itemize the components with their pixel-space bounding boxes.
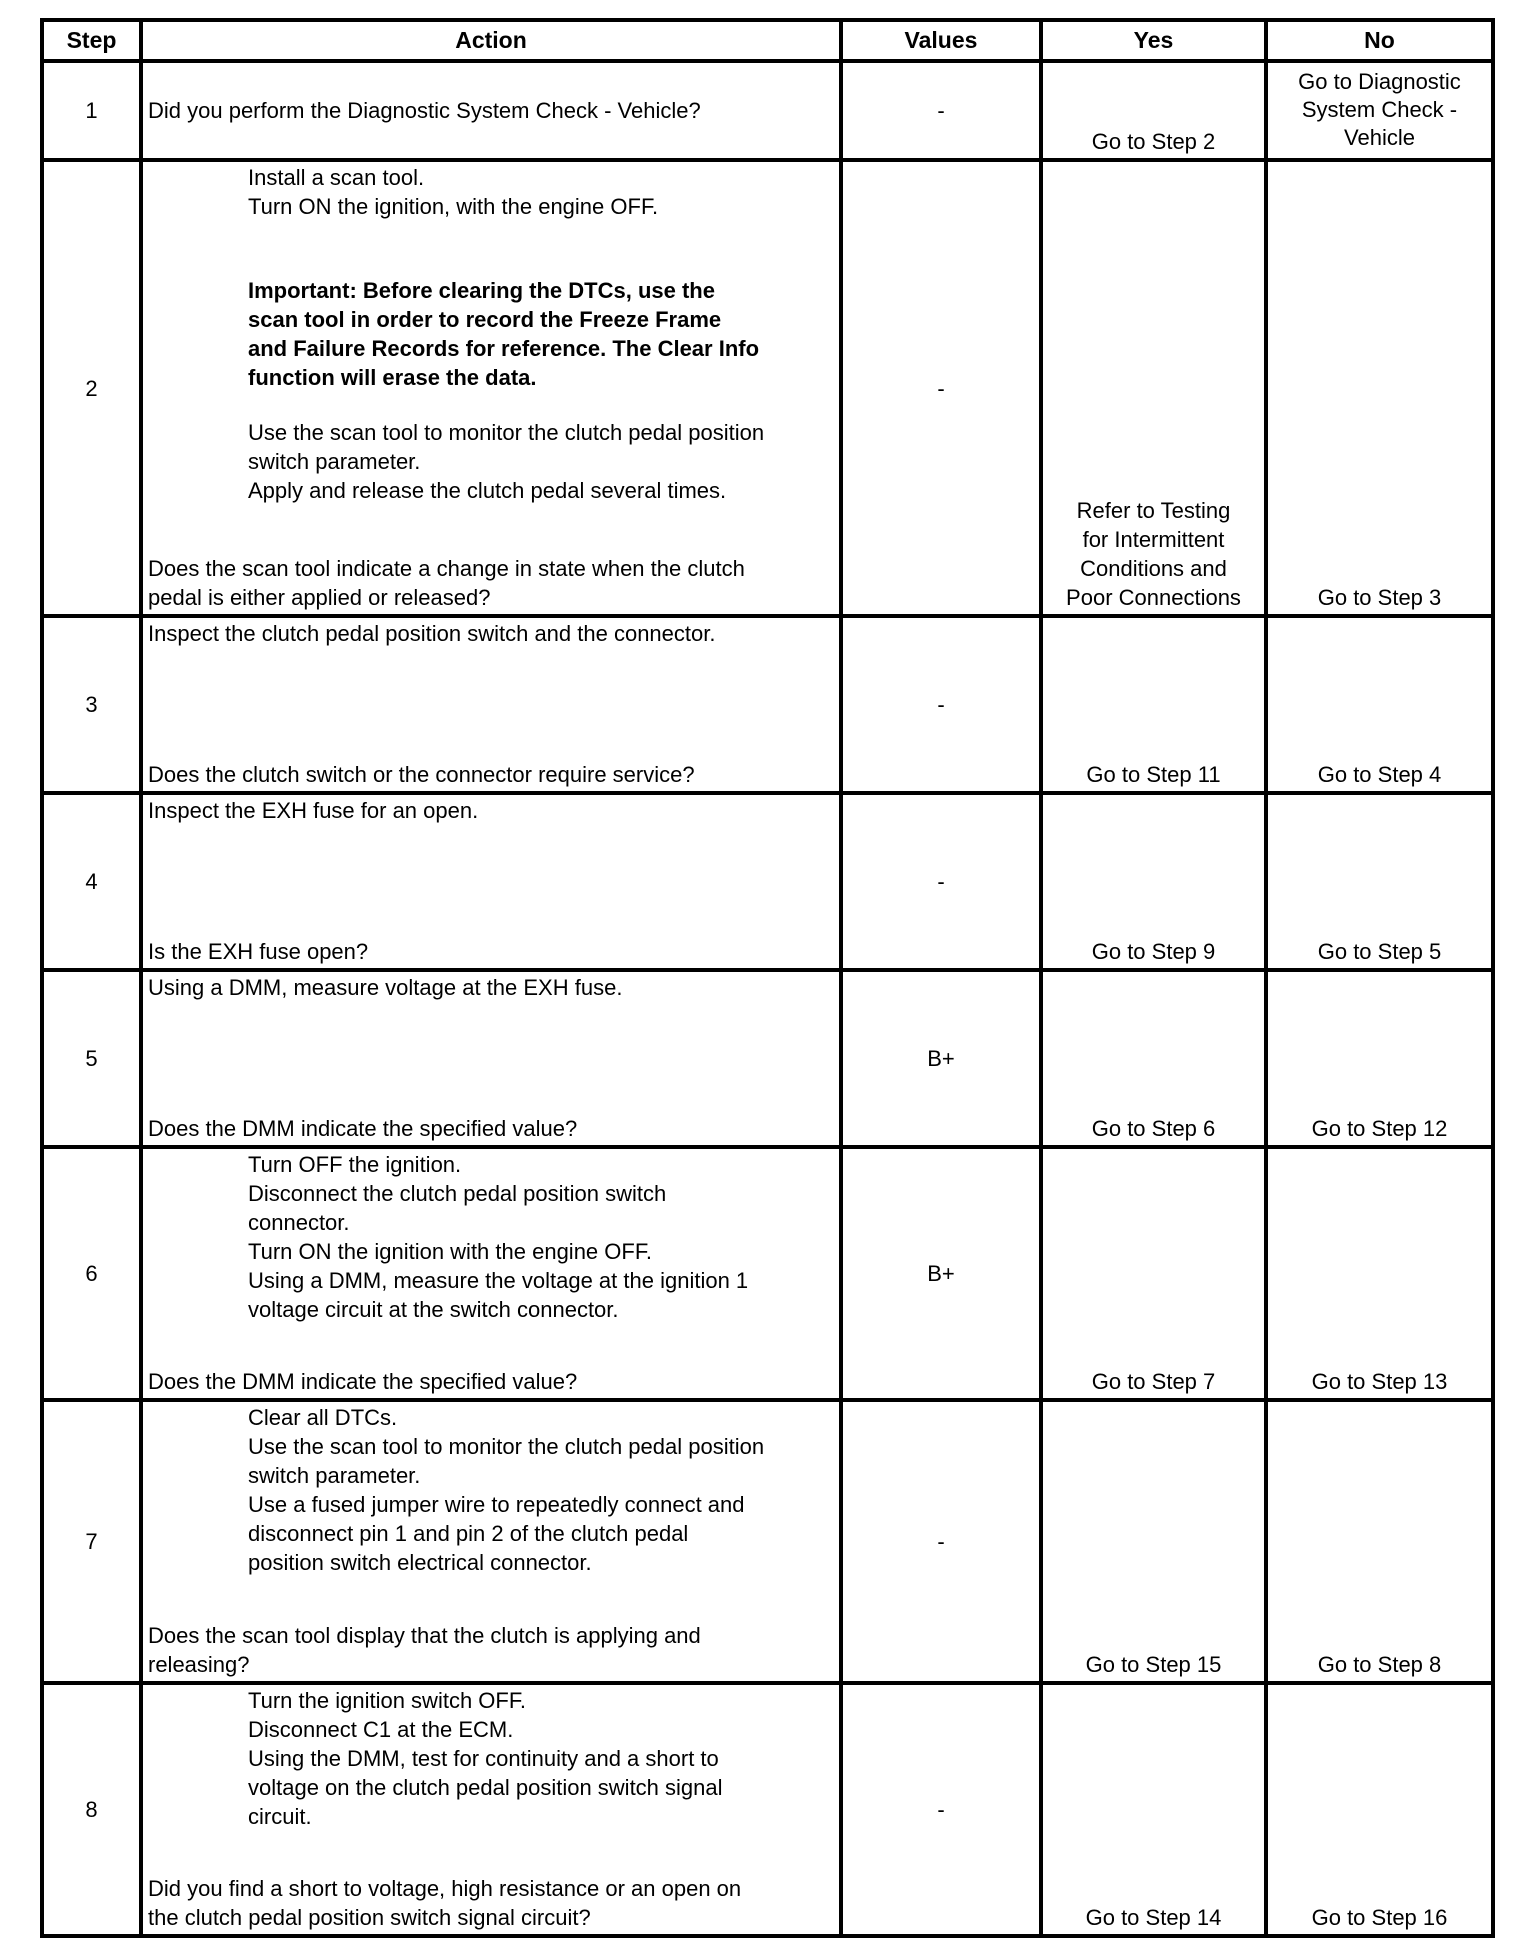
value-cell: - [841, 1683, 1041, 1936]
instruction-item: Use a fused jumper wire to repeatedly connect and disconnect pin 1 and pin 2 of the clutch pedal position switch electrical connector. [248, 1492, 745, 1575]
step-number: 6 [42, 1147, 141, 1400]
action-question: Did you find a short to voltage, high resistance or an open on the clutch pedal position switch signal circuit? [148, 1876, 742, 1930]
instruction-item: Using a DMM, measure the voltage at the ignition 1 voltage circuit at the switch connector. [248, 1268, 749, 1322]
action-question: Does the clutch switch or the connector require service? [148, 762, 695, 787]
action-cell [141, 1683, 841, 1936]
instruction-list [148, 1686, 835, 1831]
step-number: 2 [42, 160, 141, 616]
action-cell [141, 970, 841, 1147]
yes-text: Go to Step 11 [1086, 762, 1221, 787]
table-row [42, 61, 1493, 160]
table-row [42, 1400, 1493, 1683]
instruction-item: Turn OFF the ignition. [248, 1152, 462, 1177]
yes-cell [1041, 1683, 1266, 1936]
yes-cell [1041, 970, 1266, 1147]
instruction-list [148, 163, 835, 221]
step-number: 7 [42, 1400, 141, 1683]
no-cell [1266, 1400, 1493, 1683]
instruction-item: Turn ON the ignition with the engine OFF. [248, 1239, 652, 1264]
no-text: Go to Step 13 [1311, 1369, 1448, 1394]
important-note: Important: Before clearing the DTCs, use the scan tool in order to record the Freeze Frame and Failure Records for reference. The Clear Info function will erase the data. [248, 278, 760, 390]
action-question: Does the scan tool display that the clutch is applying and releasing? [148, 1623, 701, 1677]
action-cell [141, 160, 841, 616]
value-cell: B+ [841, 970, 1041, 1147]
value-cell: - [841, 160, 1041, 616]
yes-text: Go to Step 9 [1091, 939, 1216, 964]
value-cell: - [841, 616, 1041, 793]
no-text: Go to Step 12 [1311, 1116, 1448, 1141]
table-row [42, 1147, 1493, 1400]
no-cell [1266, 793, 1493, 970]
yes-text: Go to Step 7 [1091, 1369, 1216, 1394]
instruction-list [148, 1150, 835, 1324]
action-cell [141, 1147, 841, 1400]
yes-cell [1041, 61, 1266, 160]
no-text: Go to Step 16 [1311, 1905, 1448, 1930]
no-cell [1266, 616, 1493, 793]
yes-text: Go to Step 6 [1091, 1116, 1216, 1141]
header-row [42, 20, 1493, 61]
yes-cell [1041, 1400, 1266, 1683]
yes-cell [1041, 793, 1266, 970]
instruction-item: Install a scan tool. [248, 165, 425, 190]
value-cell: B+ [841, 1147, 1041, 1400]
diagnostic-table [40, 18, 1495, 1938]
header-no: No [1266, 20, 1493, 61]
action-question: Does the scan tool indicate a change in state when the clutch pedal is either applied or released? [148, 556, 745, 610]
instruction-item: Turn ON the ignition, with the engine OFF. [248, 194, 659, 219]
no-text: Go to Step 5 [1317, 939, 1442, 964]
step-number: 8 [42, 1683, 141, 1936]
instruction-item: Using the DMM, test for continuity and a short to voltage on the clutch pedal position switch signal circuit. [248, 1746, 723, 1829]
instruction-item: Turn the ignition switch OFF. [248, 1688, 526, 1713]
value-cell: - [841, 61, 1041, 160]
action-cell [141, 793, 841, 970]
no-text: Go to Diagnostic System Check - Vehicle [1298, 68, 1461, 150]
table-row [42, 616, 1493, 793]
no-cell [1266, 160, 1493, 616]
step-number: 1 [42, 61, 141, 160]
no-cell [1266, 1147, 1493, 1400]
table-row [42, 793, 1493, 970]
table-row [42, 970, 1493, 1147]
action-question: Is the EXH fuse open? [148, 939, 369, 964]
header-action: Action [141, 20, 841, 61]
yes-cell [1041, 160, 1266, 616]
table-row [42, 160, 1493, 616]
no-cell [1266, 970, 1493, 1147]
header-yes: Yes [1041, 20, 1266, 61]
action-cell [141, 1400, 841, 1683]
action-instruction: Inspect the clutch pedal position switch and the connector. [148, 621, 716, 646]
no-text: Go to Step 3 [1317, 585, 1442, 610]
yes-text: Go to Step 15 [1085, 1652, 1222, 1677]
value-cell: - [841, 1400, 1041, 1683]
action-instruction: Using a DMM, measure voltage at the EXH fuse. [148, 975, 623, 1000]
yes-text: Refer to Testing for Intermittent Conditions and Poor Connections [1066, 498, 1241, 610]
no-text: Go to Step 8 [1317, 1652, 1442, 1677]
instruction-item: Disconnect the clutch pedal position switch connector. [248, 1181, 667, 1235]
no-cell [1266, 61, 1493, 160]
instruction-list [148, 1403, 835, 1577]
action-instruction: Inspect the EXH fuse for an open. [148, 798, 479, 823]
header-step: Step [42, 20, 141, 61]
table-row [42, 1683, 1493, 1936]
action-cell [141, 616, 841, 793]
yes-cell [1041, 616, 1266, 793]
instruction-list [148, 418, 835, 505]
instruction-item: Use the scan tool to monitor the clutch pedal position switch parameter. [248, 420, 765, 474]
instruction-item: Clear all DTCs. [248, 1405, 398, 1430]
action-cell [141, 61, 841, 160]
instruction-item: Use the scan tool to monitor the clutch pedal position switch parameter. [248, 1434, 765, 1488]
step-number: 5 [42, 970, 141, 1147]
yes-text: Go to Step 14 [1085, 1905, 1222, 1930]
action-question: Does the DMM indicate the specified value? [148, 1116, 578, 1141]
yes-text: Go to Step 2 [1091, 129, 1216, 154]
no-cell [1266, 1683, 1493, 1936]
action-question: Did you perform the Diagnostic System Check - Vehicle? [148, 98, 701, 123]
action-question: Does the DMM indicate the specified value? [148, 1369, 578, 1394]
instruction-item: Disconnect C1 at the ECM. [248, 1717, 514, 1742]
no-text: Go to Step 4 [1317, 762, 1442, 787]
step-number: 3 [42, 616, 141, 793]
yes-cell [1041, 1147, 1266, 1400]
value-cell: - [841, 793, 1041, 970]
header-values: Values [841, 20, 1041, 61]
step-number: 4 [42, 793, 141, 970]
instruction-item: Apply and release the clutch pedal several times. [248, 478, 727, 503]
